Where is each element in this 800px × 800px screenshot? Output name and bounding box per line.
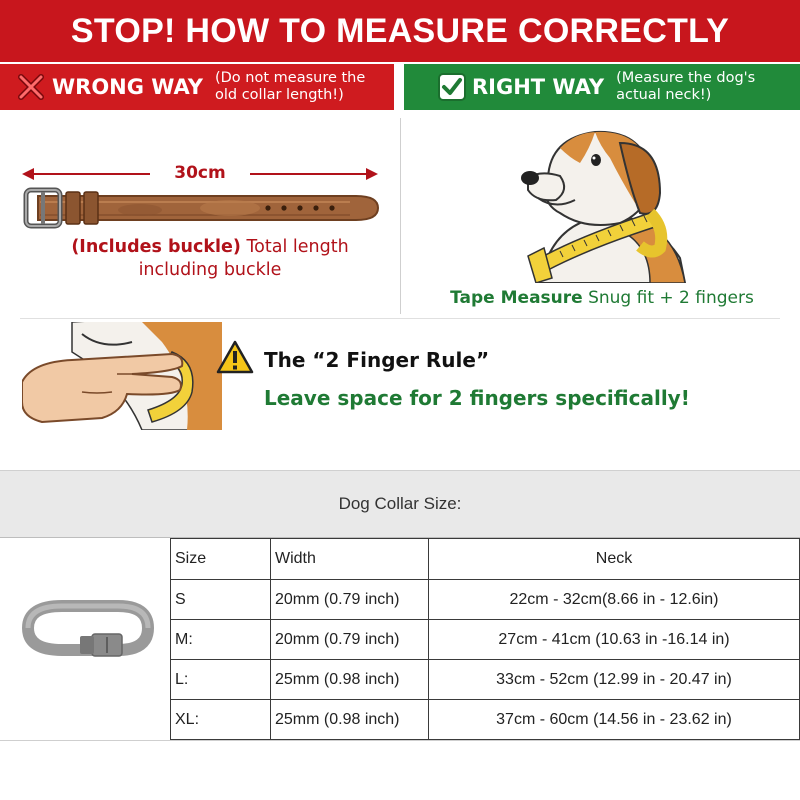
table-row [171, 620, 800, 660]
size-table [170, 538, 800, 740]
warning-icon [216, 340, 254, 374]
right-note-line2: actual neck!) [616, 87, 712, 103]
right-way-caption [404, 288, 800, 308]
size-table-title: Dog Collar Size: [0, 470, 800, 538]
two-finger-illustration [22, 322, 222, 430]
size-cell: S [171, 580, 271, 620]
header-neck: Neck [429, 539, 800, 580]
caption-line2: including buckle [138, 260, 282, 280]
collar-length-label: 30cm [150, 163, 250, 183]
neck-cell: 22cm - 32cm(8.66 in - 12.6in) [429, 580, 800, 620]
dog-tape-illustration [500, 118, 700, 283]
right-way-note [616, 70, 755, 104]
bottom-divider [0, 740, 800, 741]
size-cell: XL: [171, 700, 271, 740]
wrong-way-label: WRONG WAY [52, 75, 203, 99]
neck-cell: 27cm - 41cm (10.63 in -16.14 in) [429, 620, 800, 660]
caption-bold: (Includes buckle) [71, 237, 241, 257]
section-divider-horizontal [20, 318, 780, 319]
caption-rest: Total length [240, 237, 349, 257]
wrong-way-note [215, 70, 365, 104]
two-finger-rule-subtitle: Leave space for 2 fingers specifically! [264, 386, 690, 410]
size-cell: M: [171, 620, 271, 660]
section-divider [400, 118, 401, 314]
table-row [171, 700, 800, 740]
neck-cell: 33cm - 52cm (12.99 in - 20.47 in) [429, 660, 800, 700]
cross-icon [16, 72, 46, 102]
header-width: Width [271, 539, 429, 580]
right-caption-rest: Snug fit + 2 fingers [582, 288, 754, 308]
wrong-note-line2: old collar length!) [214, 87, 344, 103]
neck-cell: 37cm - 60cm (14.56 in - 23.62 in) [429, 700, 800, 740]
wrong-way-caption [40, 236, 380, 282]
right-way-label: RIGHT WAY [472, 75, 605, 99]
size-cell: L: [171, 660, 271, 700]
width-cell: 20mm (0.79 inch) [271, 620, 429, 660]
table-row [171, 580, 800, 620]
width-cell: 25mm (0.98 inch) [271, 700, 429, 740]
header-size: Size [171, 539, 271, 580]
two-finger-rule-title: The “2 Finger Rule” [264, 348, 490, 372]
check-icon [438, 73, 466, 101]
right-caption-bold: Tape Measure [450, 288, 583, 308]
table-header-row [171, 539, 800, 580]
width-cell: 25mm (0.98 inch) [271, 660, 429, 700]
right-way-banner [404, 64, 800, 110]
width-cell: 20mm (0.79 inch) [271, 580, 429, 620]
table-row [171, 660, 800, 700]
wrong-way-banner [0, 64, 394, 110]
wrong-note-line1: (Do not measure the [214, 70, 366, 86]
gray-collar-image [22, 598, 154, 658]
right-note-line1: (Measure the dog's [616, 70, 756, 86]
page-title: STOP! HOW TO MEASURE CORRECTLY [0, 0, 800, 62]
